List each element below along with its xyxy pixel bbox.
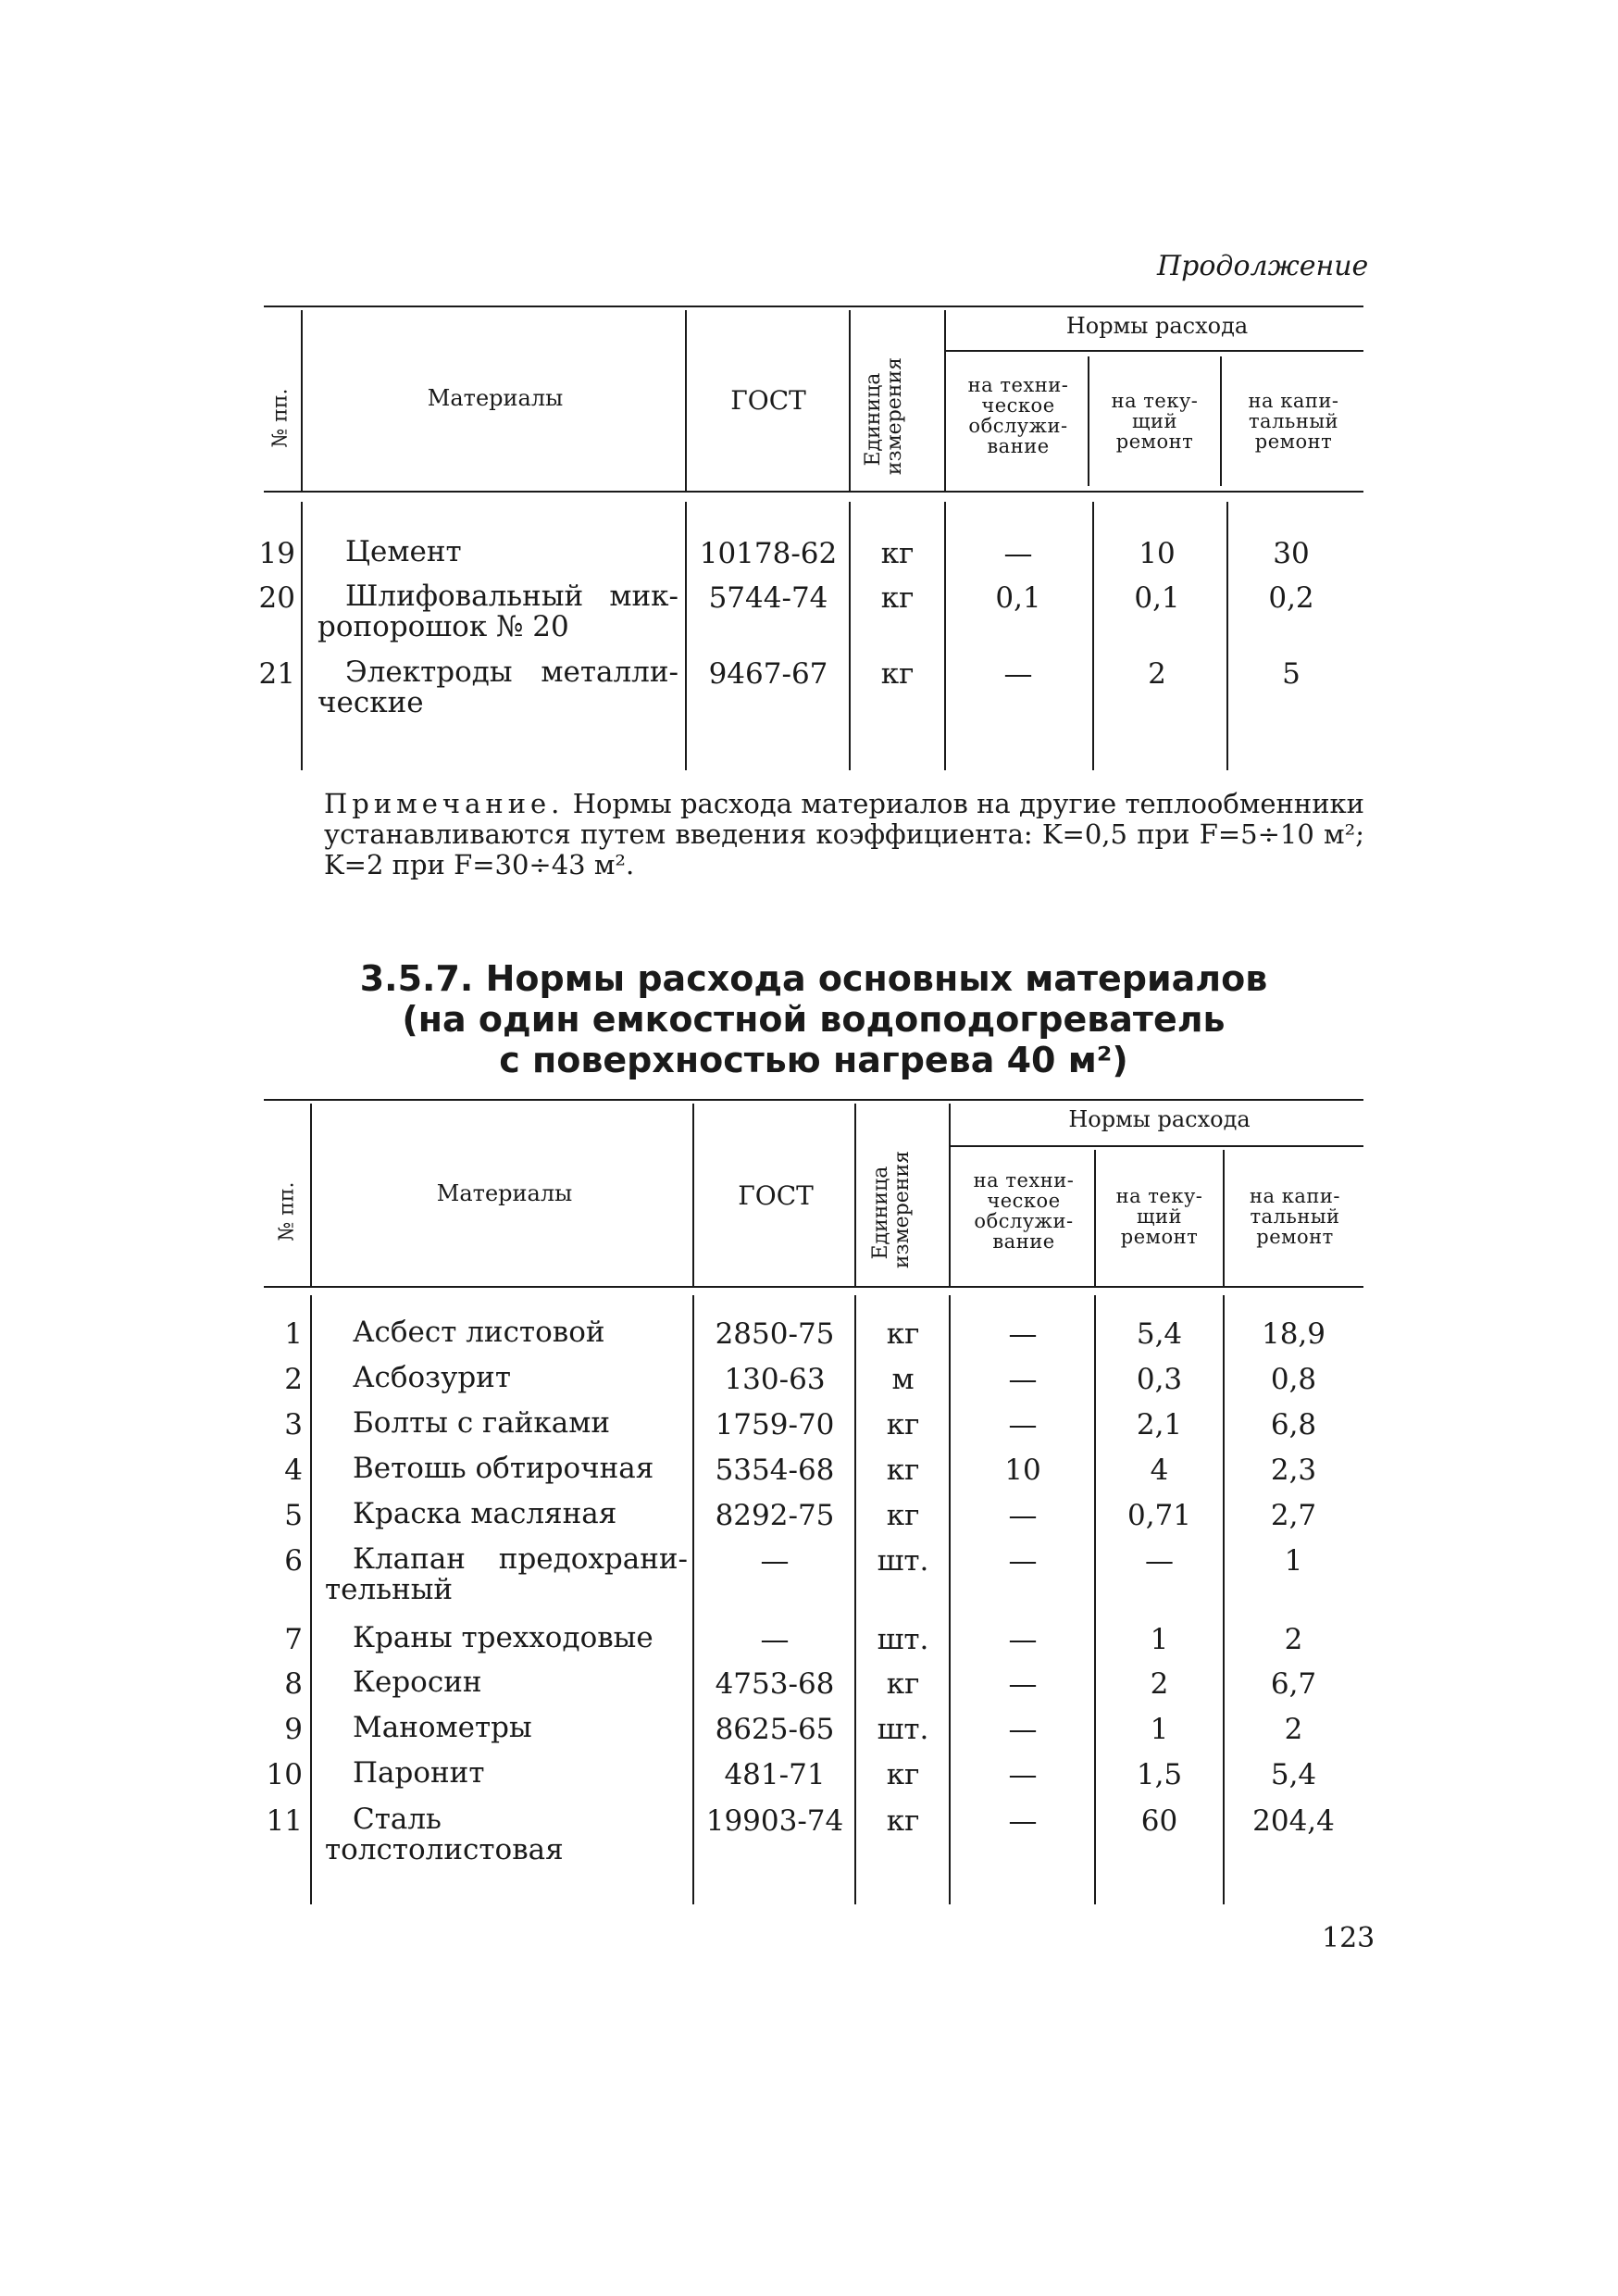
unit: кг [886,1667,920,1701]
norm-capital-repair: 5,4 [1270,1758,1317,1791]
norm-capital-repair: 0,2 [1268,581,1314,615]
norm-maintenance: — [1008,1408,1038,1441]
table-2 [264,1099,1363,1914]
unit: шт. [877,1713,929,1746]
norm-capital-repair: 30 [1273,537,1310,570]
gost-code: 10178-62 [699,537,838,570]
unit: кг [880,657,915,691]
col-rule [1223,1150,1225,1286]
header-num: № пп. [275,1181,299,1242]
header-unit: Единица измерения [861,356,906,476]
section-title-line-2: (на один емкостной водоподогреватель [402,999,1226,1040]
col-rule [854,1104,856,1286]
unit: кг [886,1317,920,1351]
gost-code: 1759-70 [715,1408,835,1441]
section-title-line-3: с поверхностью нагрева 40 м²) [499,1040,1128,1080]
row-number: 3 [284,1408,303,1441]
material-name: Цемент [345,535,462,568]
continuation-label: Продолжение [1157,250,1369,282]
row-number: 5 [284,1499,303,1532]
gost-code: — [760,1544,790,1578]
norm-current-repair: 10 [1139,537,1176,570]
norm-maintenance: — [1008,1667,1038,1701]
note-label: Примечание. [324,788,565,819]
col-rule [1094,1150,1096,1286]
row-number: 4 [284,1454,303,1487]
norm-maintenance: — [1008,1758,1038,1791]
gost-code: 8292-75 [715,1499,835,1532]
gost-code: — [760,1623,790,1656]
col-rule [685,502,687,770]
gost-code: 2850-75 [715,1317,835,1351]
table-1 [258,306,1363,778]
material-name: Клапан предохрани-тельный [325,1542,688,1606]
material-name: Краска масляная [353,1497,617,1530]
unit: кг [880,537,915,570]
row-number: 8 [284,1667,303,1701]
norm-current-repair: 1,5 [1136,1758,1183,1791]
col-rule [1223,1295,1225,1904]
material-name: Асбест листовой [353,1316,605,1349]
header-maintenance: на техни-ческое обслужи-вание [973,1169,1075,1254]
col-rule [692,1295,694,1904]
col-rule [310,1104,312,1286]
material-name: Болты с гайками [353,1406,611,1440]
col-rule [1088,356,1089,486]
norm-capital-repair: 2,7 [1270,1499,1317,1532]
header-capital-repair: на капи-тальный ремонт [1250,1185,1340,1249]
material-name: Шлифовальный мик-ропорошок № 20 [317,580,678,643]
header-norms-group: Нормы расхода [1065,313,1249,339]
material-name: Ветошь обтирочная [353,1452,654,1485]
material-name: Электроды металли-ческие [317,655,678,719]
col-rule [685,310,687,491]
row-number: 1 [284,1317,303,1351]
norm-current-repair: 4 [1150,1454,1169,1487]
norm-capital-repair: 6,7 [1270,1667,1317,1701]
col-rule [692,1104,694,1286]
header-bottom-rule [264,1286,1363,1288]
header-num: № пп. [268,388,292,448]
norm-capital-repair: 204,4 [1252,1804,1335,1838]
unit: шт. [877,1544,929,1578]
unit: шт. [877,1623,929,1656]
header-norms-group: Нормы расхода [1068,1106,1251,1132]
col-rule [301,310,303,491]
material-name: Манометры [353,1711,532,1744]
col-rule [944,310,946,491]
row-number: 9 [284,1713,303,1746]
gost-code: 9467-67 [708,657,828,691]
table-note [324,789,1364,880]
header-materials: Материалы [427,385,564,411]
norm-maintenance: — [1008,1317,1038,1351]
header-current-repair: на теку-щий ремонт [1115,1185,1203,1249]
norm-current-repair: 1 [1150,1623,1169,1656]
page-number: 123 [1322,1922,1375,1954]
unit: кг [886,1408,920,1441]
row-number: 19 [258,537,295,570]
row-number: 7 [284,1623,303,1656]
table-top-rule [264,306,1363,307]
header-bottom-rule [264,491,1363,493]
norm-maintenance: — [1003,537,1033,570]
unit: м [891,1363,915,1396]
norm-current-repair: 0,1 [1134,581,1180,615]
row-number: 6 [284,1544,303,1578]
unit: кг [886,1804,920,1838]
norm-capital-repair: 1 [1284,1544,1303,1578]
gost-code: 481-71 [724,1758,826,1791]
gost-code: 19903-74 [705,1804,844,1838]
norm-maintenance: — [1008,1623,1038,1656]
col-rule [949,1295,951,1904]
unit: кг [886,1454,920,1487]
col-rule [944,502,946,770]
note-text: Нормы расхода материалов на другие теплообменники устанавливаются путем введения коэффициента: K=0,5 при F=5÷10 м²; K=2 при F=30÷43 м². [324,788,1364,880]
header-gost: ГОСТ [730,385,806,416]
unit: кг [886,1758,920,1791]
norm-capital-repair: 0,8 [1270,1363,1317,1396]
header-maintenance: на техни-ческое обслужи-вание [967,374,1069,458]
header-materials: Материалы [436,1180,573,1206]
norm-capital-repair: 2 [1284,1713,1303,1746]
norm-maintenance: — [1008,1804,1038,1838]
norm-current-repair: 2 [1148,657,1166,691]
col-rule [1220,356,1222,486]
gost-code: 130-63 [724,1363,826,1396]
gost-code: 5354-68 [715,1454,835,1487]
unit: кг [880,581,915,615]
section-title-line-1: 3.5.7. Нормы расхода основных материалов [359,958,1268,999]
norms-group-rule [944,350,1363,352]
col-rule [949,1104,951,1286]
norm-maintenance: — [1003,657,1033,691]
norm-capital-repair: 6,8 [1270,1408,1317,1441]
header-gost: ГОСТ [738,1180,814,1211]
row-number: 2 [284,1363,303,1396]
norm-current-repair: 0,71 [1126,1499,1192,1532]
header-current-repair: на теку-щий ремонт [1111,390,1199,454]
norm-maintenance: — [1008,1544,1038,1578]
table-top-rule [264,1099,1363,1101]
col-rule [854,1295,856,1904]
norm-capital-repair: 2,3 [1270,1454,1317,1487]
unit: кг [886,1499,920,1532]
header-capital-repair: на капи-тальный ремонт [1248,390,1339,454]
col-rule [1094,1295,1096,1904]
norm-maintenance: 10 [1004,1454,1041,1487]
gost-code: 4753-68 [715,1667,835,1701]
norm-current-repair: 2 [1150,1667,1169,1701]
norm-capital-repair: 5 [1282,657,1301,691]
material-name: Керосин [353,1666,482,1699]
norm-current-repair: 60 [1140,1804,1178,1838]
norm-capital-repair: 18,9 [1261,1317,1326,1351]
norm-current-repair: — [1145,1544,1174,1578]
norm-current-repair: 1 [1150,1713,1169,1746]
norm-maintenance: — [1008,1713,1038,1746]
material-name: Сталь толстолистовая [325,1803,564,1866]
norm-current-repair: 5,4 [1136,1317,1183,1351]
row-number: 10 [266,1758,303,1791]
norm-maintenance: — [1008,1499,1038,1532]
col-rule [310,1295,312,1904]
row-number: 11 [266,1804,303,1838]
section-heading [264,958,1363,1080]
row-number: 21 [258,657,295,691]
gost-code: 8625-65 [715,1713,835,1746]
col-rule [301,502,303,770]
material-name: Асбозурит [353,1361,511,1394]
header-unit: Единица измерения [868,1150,914,1269]
col-rule [849,310,851,491]
norm-current-repair: 2,1 [1136,1408,1183,1441]
norm-capital-repair: 2 [1284,1623,1303,1656]
material-name: Краны трехходовые [353,1621,653,1654]
row-number: 20 [258,581,295,615]
col-rule [849,502,851,770]
gost-code: 5744-74 [708,581,828,615]
material-name: Паронит [353,1756,485,1790]
norm-current-repair: 0,3 [1136,1363,1183,1396]
norm-maintenance: 0,1 [995,581,1041,615]
norm-maintenance: — [1008,1363,1038,1396]
norms-group-rule [949,1145,1363,1147]
